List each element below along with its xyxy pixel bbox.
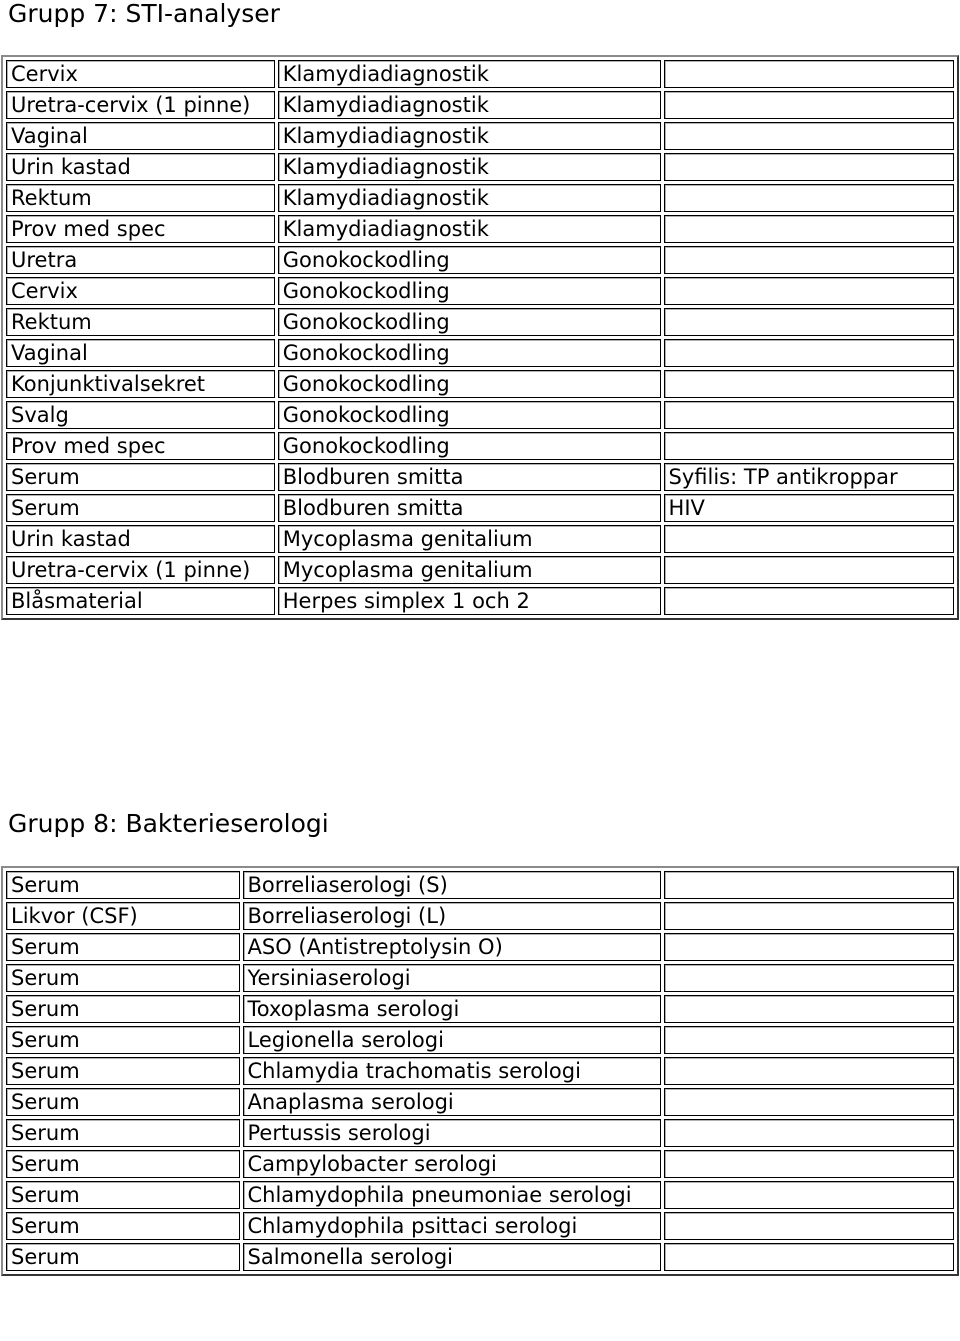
material-cell: Serum [6,1026,240,1054]
material-cell: Serum [6,1181,240,1209]
note-cell [664,308,954,336]
analysis-cell: Klamydiadiagnostik [278,91,661,119]
table-row [6,1088,954,1116]
note-cell [664,432,954,460]
analysis-cell: Klamydiadiagnostik [278,215,661,243]
note-cell [664,933,954,961]
note-cell: Syfilis: TP antikroppar [664,463,954,491]
note-cell [664,184,954,212]
material-cell: Cervix [6,277,275,305]
table-row [6,370,954,398]
material-cell: Serum [6,1212,240,1240]
note-cell [664,1119,954,1147]
analysis-cell: Campylobacter serologi [243,1150,662,1178]
material-cell: Urin kastad [6,153,275,181]
table-row [6,525,954,553]
table-row [6,246,954,274]
analysis-cell: Gonokockodling [278,339,661,367]
analysis-cell: Herpes simplex 1 och 2 [278,587,661,615]
note-cell [664,339,954,367]
analysis-cell: Gonokockodling [278,308,661,336]
table-row [6,995,954,1023]
material-cell: Blåsmaterial [6,587,275,615]
table-row [6,1181,954,1209]
material-cell: Serum [6,1119,240,1147]
note-cell [664,370,954,398]
table-row [6,277,954,305]
note-cell [664,277,954,305]
analysis-cell: Legionella serologi [243,1026,662,1054]
table-row [6,91,954,119]
group-8-heading: Grupp 8: Bakterieserologi [8,809,329,838]
note-cell [664,1150,954,1178]
table-row [6,1150,954,1178]
table-row [6,308,954,336]
note-cell [664,122,954,150]
analysis-cell: ASO (Antistreptolysin O) [243,933,662,961]
material-cell: Konjunktivalsekret [6,370,275,398]
table-row [6,587,954,615]
analysis-cell: Gonokockodling [278,401,661,429]
analysis-cell: Gonokockodling [278,277,661,305]
table-row [6,339,954,367]
note-cell [664,871,954,899]
note-cell [664,401,954,429]
material-cell: Vaginal [6,339,275,367]
material-cell: Serum [6,1150,240,1178]
analysis-cell: Pertussis serologi [243,1119,662,1147]
material-cell: Serum [6,933,240,961]
table-row [6,902,954,930]
analysis-cell: Klamydiadiagnostik [278,60,661,88]
note-cell [664,91,954,119]
note-cell: HIV [664,494,954,522]
analysis-cell: Klamydiadiagnostik [278,122,661,150]
material-cell: Serum [6,1088,240,1116]
material-cell: Serum [6,494,275,522]
table-row [6,1057,954,1085]
note-cell [664,1243,954,1271]
analysis-cell: Borreliaserologi (S) [243,871,662,899]
note-cell [664,153,954,181]
note-cell [664,525,954,553]
table-row [6,1026,954,1054]
note-cell [664,1057,954,1085]
material-cell: Prov med spec [6,215,275,243]
note-cell [664,246,954,274]
table-row [6,556,954,584]
material-cell: Urin kastad [6,525,275,553]
table-row [6,184,954,212]
material-cell: Uretra-cervix (1 pinne) [6,556,275,584]
analysis-cell: Gonokockodling [278,246,661,274]
material-cell: Uretra-cervix (1 pinne) [6,91,275,119]
analysis-cell: Toxoplasma serologi [243,995,662,1023]
material-cell: Serum [6,995,240,1023]
material-cell: Serum [6,964,240,992]
analysis-cell: Salmonella serologi [243,1243,662,1271]
analysis-cell: Gonokockodling [278,370,661,398]
analysis-cell: Chlamydophila pneumoniae serologi [243,1181,662,1209]
table-row [6,401,954,429]
material-cell: Serum [6,871,240,899]
analysis-cell: Gonokockodling [278,432,661,460]
note-cell [664,215,954,243]
analysis-cell: Klamydiadiagnostik [278,184,661,212]
group-7-heading: Grupp 7: STI-analyser [8,0,280,28]
analysis-cell: Chlamydophila psittaci serologi [243,1212,662,1240]
analysis-cell: Yersiniaserologi [243,964,662,992]
material-cell: Serum [6,1243,240,1271]
note-cell [664,964,954,992]
material-cell: Uretra [6,246,275,274]
note-cell [664,556,954,584]
table-row [6,933,954,961]
analysis-cell: Mycoplasma genitalium [278,556,661,584]
analysis-cell: Mycoplasma genitalium [278,525,661,553]
material-cell: Cervix [6,60,275,88]
group-8-table [1,866,959,1276]
table-row [6,153,954,181]
group-7-table [1,55,959,620]
material-cell: Serum [6,1057,240,1085]
material-cell: Svalg [6,401,275,429]
table-row [6,1243,954,1271]
analysis-cell: Blodburen smitta [278,494,661,522]
analysis-cell: Blodburen smitta [278,463,661,491]
table-row [6,463,954,491]
note-cell [664,1181,954,1209]
note-cell [664,902,954,930]
analysis-cell: Borreliaserologi (L) [243,902,662,930]
note-cell [664,60,954,88]
material-cell: Rektum [6,308,275,336]
note-cell [664,587,954,615]
note-cell [664,1088,954,1116]
material-cell: Serum [6,463,275,491]
material-cell: Prov med spec [6,432,275,460]
table-row [6,215,954,243]
table-row [6,964,954,992]
material-cell: Rektum [6,184,275,212]
analysis-cell: Chlamydia trachomatis serologi [243,1057,662,1085]
note-cell [664,1212,954,1240]
table-row [6,432,954,460]
table-row [6,122,954,150]
note-cell [664,1026,954,1054]
table-row [6,871,954,899]
analysis-cell: Anaplasma serologi [243,1088,662,1116]
table-row [6,1212,954,1240]
analysis-cell: Klamydiadiagnostik [278,153,661,181]
table-row [6,1119,954,1147]
material-cell: Vaginal [6,122,275,150]
table-row [6,60,954,88]
material-cell: Likvor (CSF) [6,902,240,930]
table-row [6,494,954,522]
note-cell [664,995,954,1023]
